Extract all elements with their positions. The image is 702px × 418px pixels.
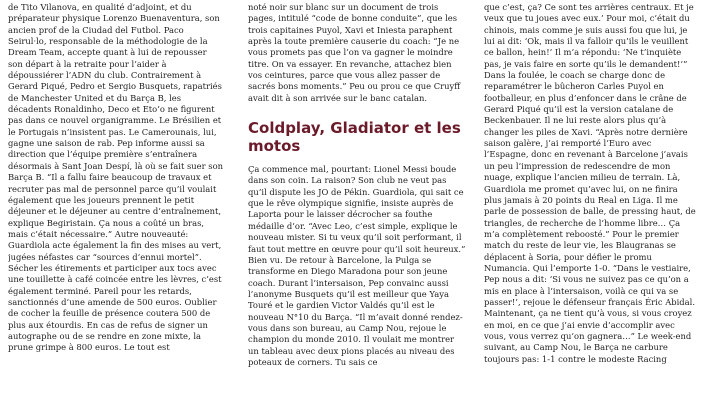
body-text-column-1: de Tito Vilanova, en qualité d’adjoint, et du préparateur physique Lorenzo Buenaventura, son ancien prof de la Ciudad del Futbol. Paco Seirul·lo, responsable de la méthodologie de la Dream Team, accepte quant à lui de repousser son départ à la retraite pour l’aider à dépoussiérer l’ADN du club. Contrairement à Gerard Piqué, Pedro et Sergio Busquets, rapatriés de Manchester United et du Barça B, les décadents Ronaldinho, Deco et Eto’o ne figurent pas dans ce nouvel organigramme. Le Brésilien et le Portugais n’insistent pas. Le Camerounais, lui, gagne une saison de rab. Pep informe aussi sa direction que l’équipe première s’entraînera désormais à Sant Joan Despí, là où se fait suer son Barça B. “Il a fallu faire beaucoup de travaux et recruter pas mal de personnel parce qu’il voulait également que les joueurs prennent le petit déjeuner et le déjeuner au centre d’entraînement, explique Begiristain. Ça nous a coûté un bras, mais c’était nécessaire.” Autre nouveauté: Guardiola acte également la fin des mises au vert, jugées néfastes car “sources d’ennui mortel”. Sécher les étirements et participer aux tocs avec une touillette à café coincée entre les lèvres, c’est également terminé. Pareil pour les retards, sanctionnés d’une amende de 500 euros. Oublier de cocher la feuille de présence coutera 500 de plus aux étourdis. En cas de refus de signer un autographe ou de se rendre en zone mixte, la prune grimpe à 800 euros. Le tout est (8, 2, 224, 353)
article-column-1 (8, 2, 224, 418)
body-text-column-2-bottom: Ça commence mal, pourtant: Lionel Messi boude dans son coin. La raison? Son club ne veut pas qu’il dispute les JO de Pékin. Guardiola, qui sait ce que le rêve olympique signifie, insiste auprès de Laporta pour le laisser décrocher sa fouthe médaille d’or. “Avec Leo, c’est simple, explique le nouveau mister. Si tu veux qu’il soit performant, il faut tout mettre en œuvre pour qu’il soit heureux.” Bien vu. De retour à Barcelone, la Pulga se transforme en Diego Maradona pour son jeune coach. Durant l’intersaison, Pep convainc aussi l’anonyme Busquets qu’il est meilleur que Yaya Touré et le gardien Victor Valdés qu’il est le nouveau N°10 du Barça. “Il m’avait donné rendez-vous dans son bureau, au Camp Nou, rejoue le champion du monde 2010. Il voulait me montrer un tableau avec deux pions placés au niveau des poteaux de corners. Tu sais ce (248, 164, 466, 367)
article-column-2 (248, 2, 466, 418)
body-text-column-2-top: noté noir sur blanc sur un document de trois pages, intitulé “code de bonne conduite”, que les trois capitaines Puyol, Xavi et Iniesta paraphent après la toute première causerie du coach: “Je ne vous promets pas que l’on va gagner le moindre titre. On va essayer. En revanche, attachez bien vos ceintures, parce que vous allez passer de sacrés bons moments.” Peu ou prou ce que Cruyff avait dit à son arrivée sur le banc catalan. (248, 2, 461, 103)
section-heading: Coldplay, Gladiator et les motos (248, 119, 461, 156)
body-text-column-3: que c’est, ça? Ce sont tes arrières centraux. Et je veux que tu joues avec eux.’ Pour moi, c’était du chinois, mais comme je suis aussi fou que lui, je lui ai dit: ‘Ok, mais il va falloir qu’ils le veuillent ce ballon, hein!’ Il m’a répondu: ‘Ne t’inquiète pas, je vais faire en sorte qu’ils le demandent!’” Dans la foulée, le coach se charge donc de reparamétrer le bûcheron Carles Puyol en footballeur, en plus d’enfoncer dans le crâne de Gerard Piqué qu’il est la version catalane de Beckenbauer. Il ne lui reste alors plus qu’à changer les piles de Xavi. “Après notre dernière saison galère, j’ai remporté l’Euro avec l’Espagne, donc en revenant à Barcelone j’avais un peu l’impression de redescendre de mon nuage, explique l’ancien milieu de terrain. Là, Guardiola me promet qu’avec lui, on ne finira plus jamais à 20 points du Real en Liga. Il me parle de possession de balle, de pressing haut, de triangles, de recherche de l’homme libre… Ça m’a complètement reboosté.” Pour le premier match du reste de leur vie, les Blaugranas se déplacent à Soria, pour défier le promu Numancia. Qui l’emporte 1-0. “Dans le vestiaire, Pep nous a dit: ‘Si vous ne suivez pas ce qu’on a mis en place à l’intersaison, voilà ce qui va se passer!’, rejoue le défenseur français Éric Abidal. Maintenant, ça ne tient qu’à vous, si vous croyez en moi, en ce que j’ai envie d’accomplir avec vous, vous verrez qu’on gagnera…” Le week-end suivant, au Camp Nou, le Barça ne carbure toujours pas: 1-1 contre le modeste Racing (484, 2, 696, 364)
article-column-3 (484, 2, 696, 418)
